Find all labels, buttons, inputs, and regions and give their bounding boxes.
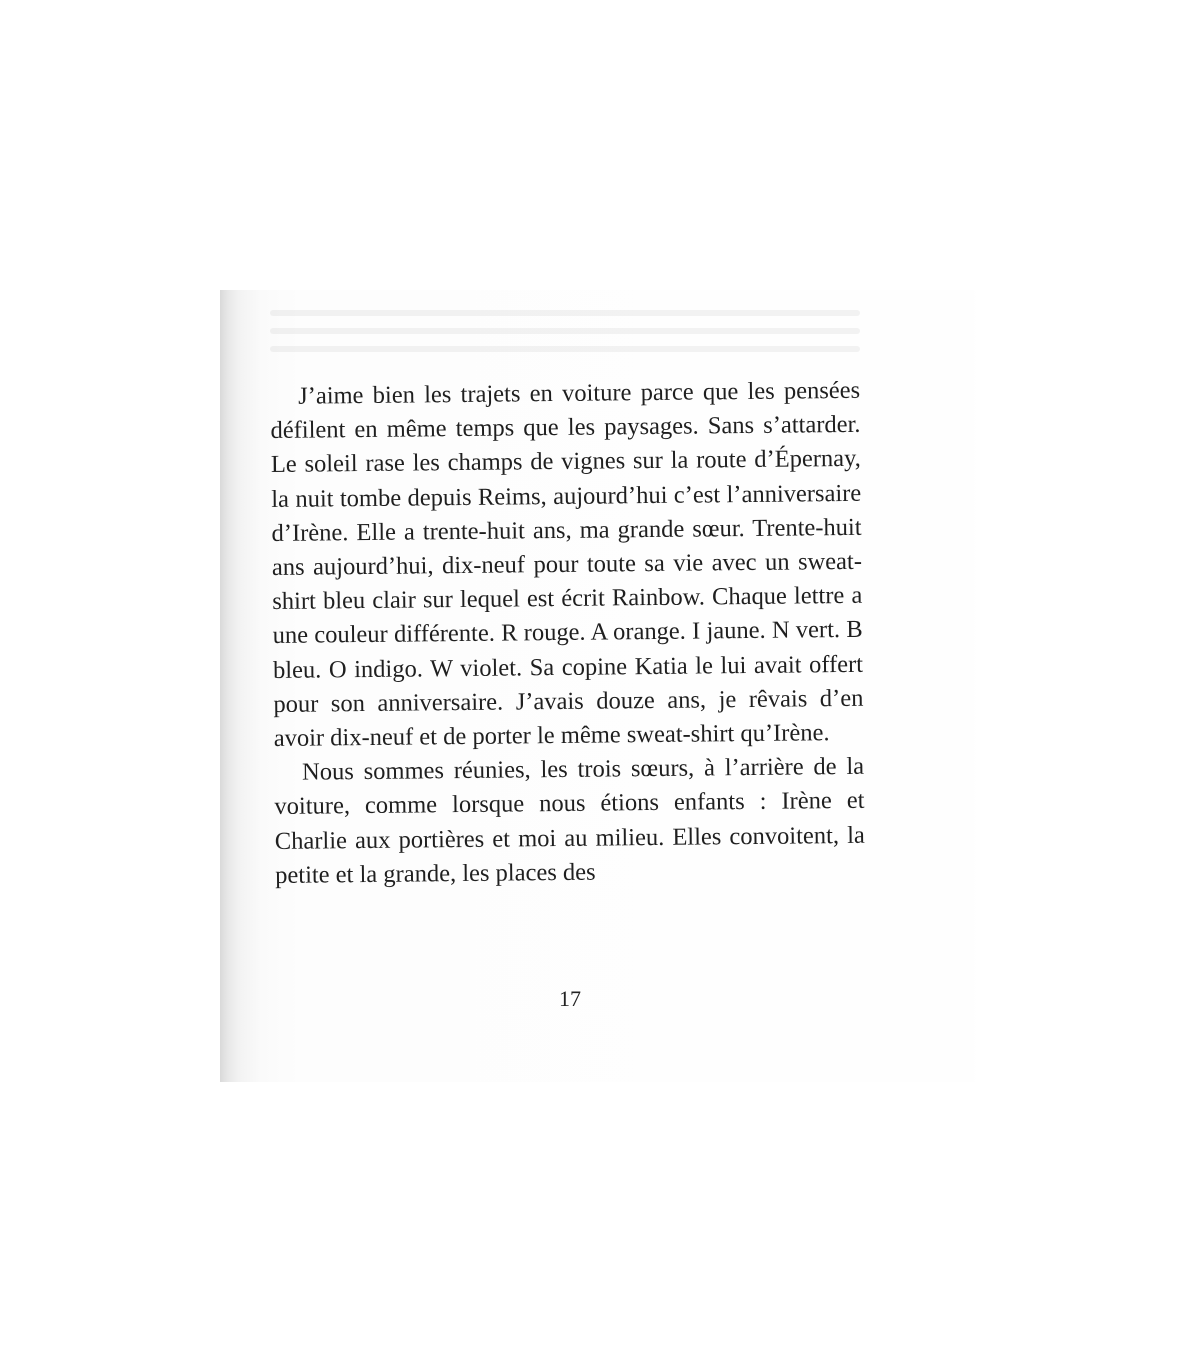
show-through-line (270, 328, 860, 334)
page-number: 17 (559, 986, 581, 1011)
paragraph-2: Nous sommes réunies, les trois sœurs, à l’arrière de la voiture, comme lorsque nous étions enfants : Irène et Charlie aux portières et moi au milieu. Elles convoitent, la petite et la grande, les places des (274, 753, 865, 889)
show-through-text (270, 298, 860, 368)
show-through-line (270, 346, 860, 352)
body-text (270, 374, 865, 893)
paragraph-1: J’aime bien les trajets en voiture parce que les pensées défilent en même temps que les paysages. Sans s’attarder. Le soleil rase les champs de vignes sur la route d’Épernay, la nuit tombe depuis Reims, aujourd’hui c’est l’anniversaire d’Irène. Elle a trente-huit ans, ma grande sœur. Trente-huit ans aujourd’hui, dix-neuf pour toute sa vie avec un sweat-shirt bleu clair sur lequel est écrit Rainbow. Chaque lettre a une couleur différente. R rouge. A orange. I jaune. N vert. B bleu. O indigo. W violet. Sa copine Katia le lui avait offert pour son anniversaire. J’avais douze ans, je rêvais d’en avoir dix-neuf et de porter le même sweat-shirt qu’Irène. (270, 376, 864, 753)
show-through-line (270, 310, 860, 316)
